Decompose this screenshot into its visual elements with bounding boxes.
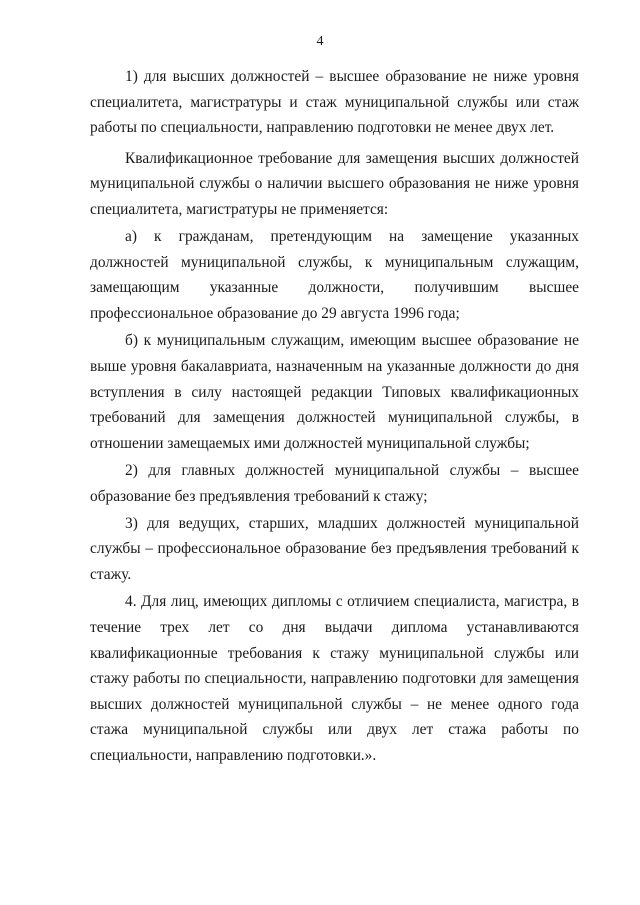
paragraph-leading-positions: 3) для ведущих, старших, младших должностей муниципальной службы – профессиональное образование без предъявления требований к стажу. [90, 514, 579, 584]
page-number: 4 [316, 34, 324, 49]
paragraph-exception-b: б) к муниципальным служащим, имеющим высшее образование не выше уровня бакалавриата, назначенным на указанные должности до дня вступления в силу настоящей редакции Типовых квалификационных требований для замещения должностей муниципальной службы, в отношении замещаемых ими должностей муниципальной службы; [90, 332, 579, 452]
paragraph-main-positions: 2) для главных должностей муниципальной службы – высшее образование без предъявления требований к стажу; [90, 461, 579, 505]
document-body [90, 64, 579, 770]
paragraph-exception-intro: Квалификационное требование для замещения высших должностей муниципальной службы о наличии высшего образования не ниже уровня специалитета, магистратуры не применяется: [90, 149, 579, 218]
paragraph-higher-positions: 1) для высших должностей – высшее образование не ниже уровня специалитета, магистратуры и стаж муниципальной службы или стаж работы по специальности, направлению подготовки не менее двух лет. [90, 68, 579, 137]
paragraph-honors-diploma: 4. Для лиц, имеющих дипломы с отличием специалиста, магистра, в течение трех лет со дня выдачи диплома устанавливаются квалификационные требования к стажу муниципальной службы или стажу работы по специальности, направлению подготовки для замещения высших должностей муниципальной службы – не менее одного года стажа муниципальной службы или двух лет стажа работы по специальности, направлению подготовки.». [90, 593, 579, 764]
paragraph-exception-a: а) к гражданам, претендующим на замещение указанных должностей муниципальной службы, к муниципальным служащим, замещающим указанные должности, получившим высшее профессиональное образование до 29 августа 1996 года; [90, 228, 579, 323]
